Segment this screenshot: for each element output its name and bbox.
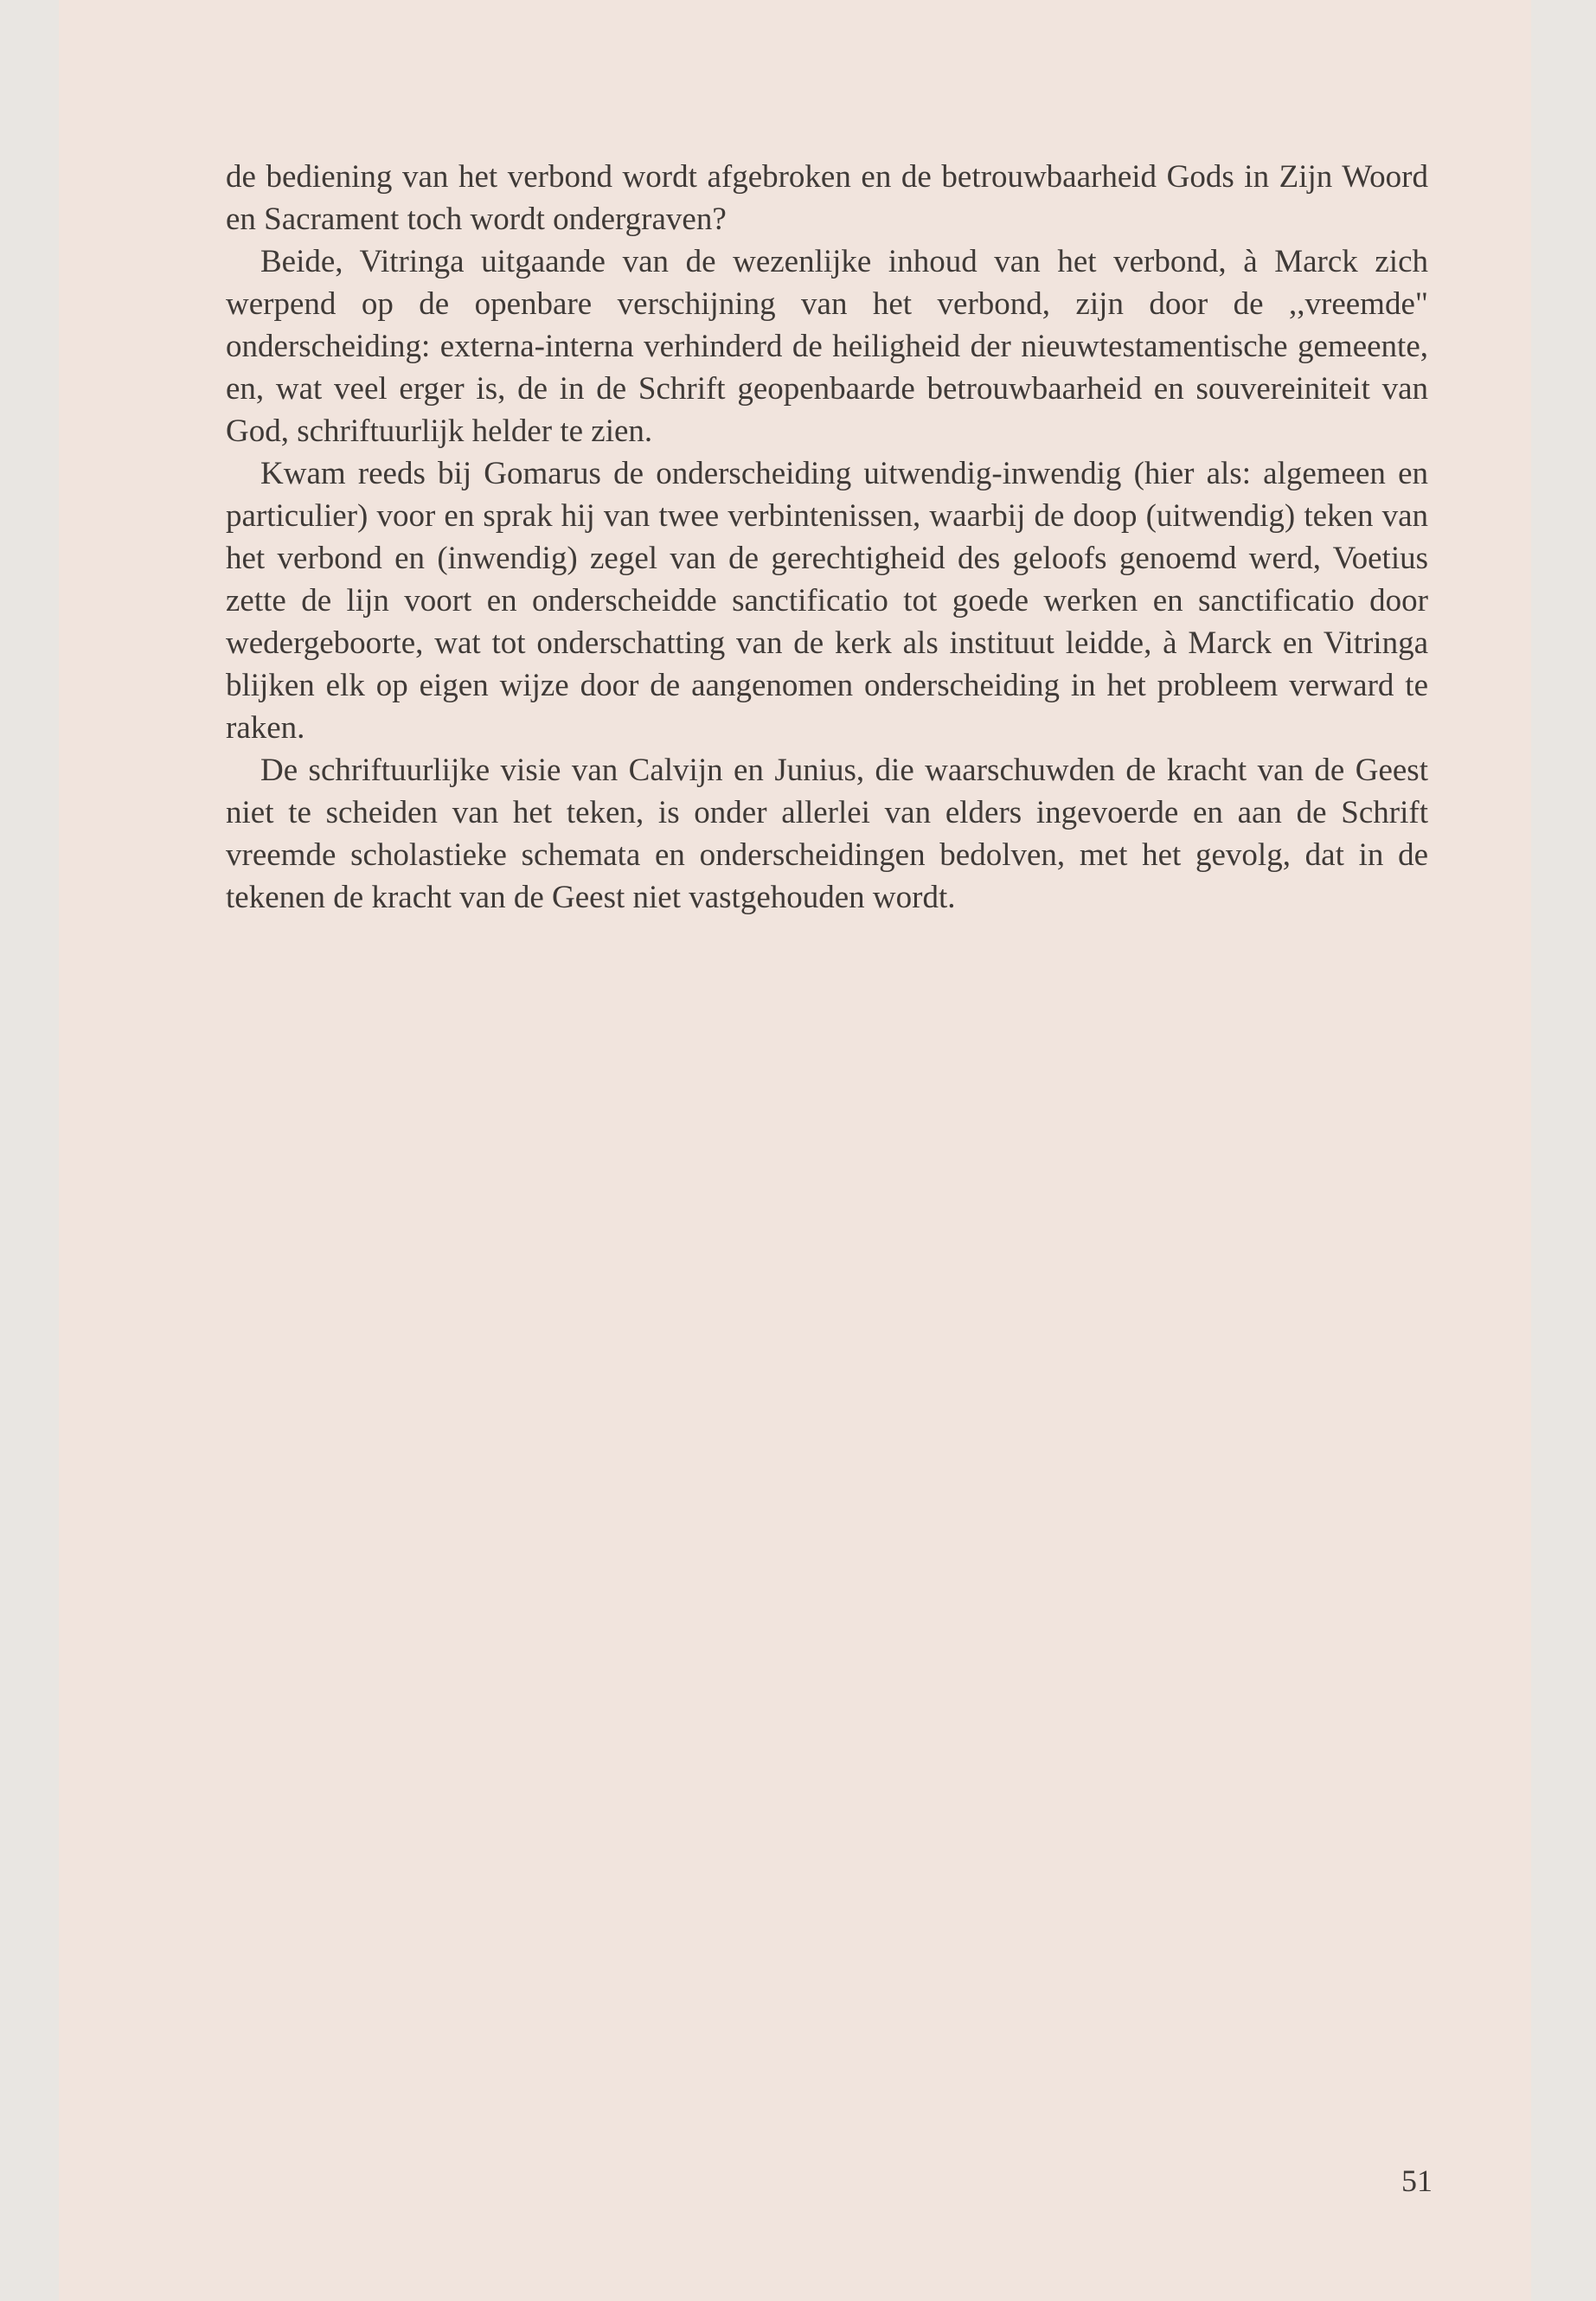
body-text [226, 156, 1428, 919]
paragraph: Kwam reeds bij Gomarus de onderscheiding uitwendig-inwendig (hier als: algemeen en particulier) voor en sprak hij van twee verbintenissen, waarbij de doop (uitwendig) teken van het verbond en (inwendig) zegel van de gerechtigheid des geloofs genoemd werd, Voetius zette de lijn voort en onderscheidde sanctificatio tot goede werken en sanctificatio door wedergeboorte, wat tot onderschatting van de kerk als instituut leidde, à Marck en Vitringa blijken elk op eigen wijze door de aangenomen onderscheiding in het probleem verward te raken. [226, 456, 1428, 746]
paragraph: De schriftuurlijke visie van Calvijn en Junius, die waarschuwden de kracht van de Geest niet te scheiden van het teken, is onder allerlei van elders ingevoerde en aan de Schrift vreemde scholastieke schemata en onderscheidingen bedolven, met het gevolg, dat in de tekenen de kracht van de Geest niet vastgehouden wordt. [226, 753, 1428, 915]
page-number: 51 [1401, 2163, 1433, 2198]
paragraph: Beide, Vitringa uitgaande van de wezenlijke inhoud van het verbond, à Marck zich werpend op de openbare verschijning van het verbond, zijn door de ,,vreemde" onderscheiding: externa-interna verhinderd de heiligheid der nieuwtestamentische gemeente, en, wat veel erger is, de in de Schrift geopenbaarde betrouwbaarheid en souvereiniteit van God, schriftuurlijk helder te zien. [226, 244, 1428, 449]
paragraph-continued: de bediening van het verbond wordt afgebroken en de betrouwbaarheid Gods in Zijn Woord en Sacrament toch wordt ondergraven? [226, 159, 1428, 237]
